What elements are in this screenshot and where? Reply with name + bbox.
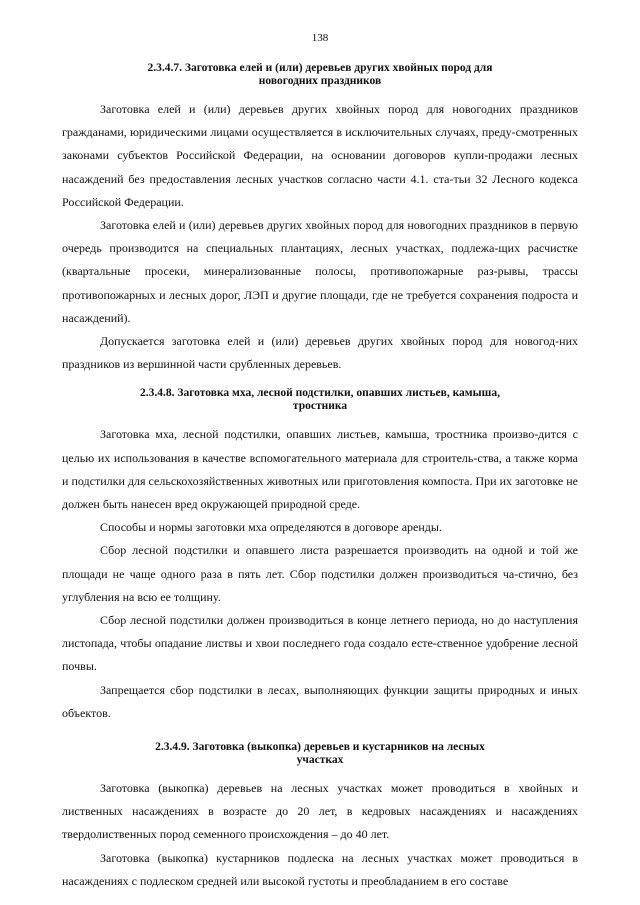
paragraph: Заготовка мха, лесной подстилки, опавших листьев, камыша, тростника произво-дится с целью их использования в качестве вспомогательного материала для строитель-ства, а также корма и подстилки для сельскохозяйственных животных или приготовления компоста. При их заготовке не должен быть нанесен вред окружающей природной среде. (62, 427, 578, 512)
heading-line: тростника (292, 400, 348, 413)
heading-line: участках (296, 754, 344, 767)
heading-line: 2.3.4.9. Заготовка (выкопка) деревьев и кустарников на лесных (155, 741, 485, 754)
page-content (62, 62, 578, 893)
section-heading-2-3-4-8 (62, 387, 578, 413)
paragraph: Заготовка елей и (или) деревьев других хвойных пород для новогодних праздников гражданами, юридическими лицами осуществляется в исключительных случаях, преду-смотренных законами субъектов Российской Федерации, на основании договоров купли-продажи лесных насаждений без предоставления лесных участков согласно части 4.1. ста-тьи 32 Лесного кодекса Российской Федерации. (62, 102, 578, 209)
paragraph: Заготовка елей и (или) деревьев других хвойных пород для новогодних праздников в первую очередь производится на специальных плантациях, лесных участках, подлежа-щих расчистке (квартальные просеки, минерализованные полосы, противопожарные раз-рывы, трассы противопожарных и лесных дорог, ЛЭП и другие площади, где не требуется сохранения подроста и насаждений). (62, 218, 578, 325)
paragraph: Сбор лесной подстилки должен производиться в конце летнего периода, но до наступления листопада, чтобы опадание листвы и хвои последнего года создало есте-ственное удобрение лесной почвы. (62, 613, 578, 674)
paragraph: Способы и нормы заготовки мха определяются в договоре аренды. (100, 520, 442, 535)
heading-line: 2.3.4.8. Заготовка мха, лесной подстилки, опавших листьев, камыша, (140, 387, 500, 400)
paragraph: Запрещается сбор подстилки в лесах, выполняющих функции защиты природных и иных объектов. (62, 682, 578, 720)
heading-line: новогодних праздников (258, 75, 382, 87)
heading-line: 2.3.4.7. Заготовка елей и (или) деревьев других хвойных пород для (147, 62, 493, 74)
paragraph: Заготовка (выкопка) деревьев на лесных участках может проводиться в хвойных и лиственных насаждениях в возрасте до 20 лет, в кедровых насаждениях и насаждениях твердолиственных пород семенного происхождения – до 40 лет. (62, 781, 578, 842)
paragraph: Заготовка (выкопка) кустарников подлеска на лесных участках может проводиться в насаждениях с подлеском средней или высокой густоты и преобладанием в его составе (62, 850, 578, 888)
section-heading-2-3-4-7 (62, 62, 578, 88)
page-number: 138 (311, 32, 329, 44)
section-heading-2-3-4-9 (62, 741, 578, 767)
paragraph: Сбор лесной подстилки и опавшего листа разрешается производить на одной и той же площади не чаще одного раза в пять лет. Сбор подстилки должен производиться ча-стично, без углубления на всю ее толщину. (62, 543, 578, 604)
paragraph: Допускается заготовка елей и (или) деревьев других хвойных пород для новогод-них праздников из вершинной части срубленных деревьев. (62, 334, 578, 372)
